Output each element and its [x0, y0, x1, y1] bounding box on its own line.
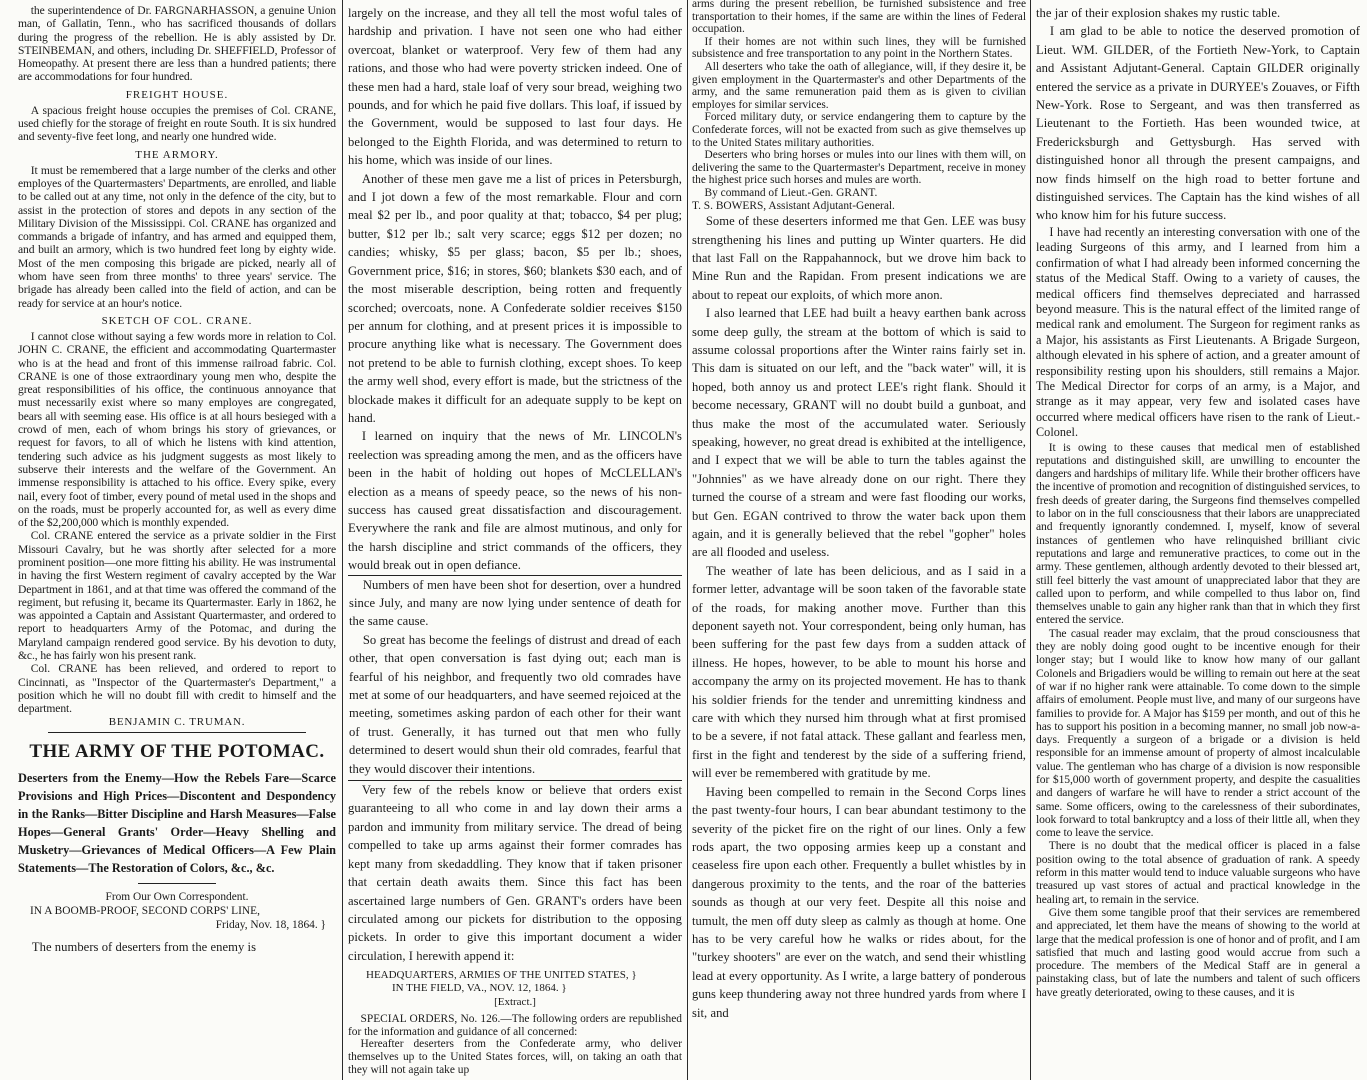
divider-2: [138, 883, 216, 884]
order-headquarters: HEADQUARTERS, ARMIES OF THE UNITED STATES, }: [366, 969, 637, 982]
col1-para-last: The numbers of deserters from the enemy is: [31, 939, 257, 954]
column-rule-1: [342, 0, 343, 1080]
col3-command: By command of Lieut.-Gen. GRANT.: [704, 186, 878, 199]
dateline-date: Friday, Nov. 18, 1864. }: [215, 918, 326, 931]
col2-para-5: So great has become the feelings of distrust and dread of each other, that open conversation is fast dying out; each man is fearful of his neighbor, and frequently two old comrades have met at some of our headquarters, and have seemed rejoiced at the meeting, sometimes asking pardon of each other for their want of trust. Generally, it has turned out that men who fully determined to desert would shun their old comrades, fearful that they would discover their intentions.: [349, 632, 681, 776]
col2-para-3: I learned on inquiry that the news of Mr. LINCOLN's reelection was spreading among the men, and as the officers have been in the habit of holding out hopes of McCLELLAN's election as a means of speedy peace, so the news of his non-success has caused great dissatisfaction and discouragement. Everywhere the rank and file are almost mutinous, and only for the harsh discipline and strict commands of the officers, they would break out in open defiance.: [348, 429, 682, 573]
column-4: [1036, 4, 1360, 1080]
column-1: [18, 4, 336, 1080]
divider: [48, 732, 306, 733]
dateline-location: IN A BOOMB-PROOF, SECOND CORPS' LINE,: [30, 904, 260, 917]
col4-para-6: There is no doubt that the medical officer is placed in a false position owing to the total absence of graduation of rank. A speedy reform in this matter would tend to induce valuable surgeons who have treasured up vast stores of actual and practical knowledge in the healing art, to remain in the service.: [1036, 839, 1360, 906]
col4-para-5: The casual reader may exclaim, that the proud consciousness that they are nobly doing good ought to be incentive enough for their longer stay; but I would like to know how many of our gallant Colonels and Brigadiers would be willing to remain out here at the seat of war if no higher rank were attainable. To come down to the simple affairs of emolument. People must live, and many of our surgeons have families to provide for. A Major has $159 per month, and out of this he has to support his position in a becoming manner, no small job now-a-days. Frequently a surgeon of a brigade or a division is held responsible for an immense amount of property of almost incalculable value. The gentleman who has charge of a division is now responsible for $15,000 worth of government property, and despite the casualities and dangers of warfare he will have to render a strict account of the same. Some officers, owing to the carelessness of their subordinates, look forward to total bankruptcy and a loss of their little all, when they come to leave the service.: [1036, 626, 1360, 840]
col3-order-4: Forced military duty, or service endangering them to capture by the Confederate forces, will not be exacted from such as give themselves up to the United States military authorities.: [692, 111, 1026, 149]
col1-para-armory: It must be remembered that a large number of the clerks and other employes of the Quartermasters' Departments, are enrolled, and liable to be called out at any time, not only in the defence of the city, but to assist in the protection of stores and depots in any section of the Military Division of the Mississippi. Col. CRANE has organized and commands a brigade of infantry, and has armed and equipped them, and built an armory, which is two hundred feet long by eighty wide. Most of the men composing this brigade are picked, nearly all of whom have seen from three months' to three years' service. The brigade has already been called into the field of action, and can be ready for service at an hour's notice.: [18, 163, 336, 310]
col3-para-1: Some of these deserters informed me that Gen. LEE was busy strengthening his lines and putting up Winter quarters. He did that last Fall on the Rappahannock, but we drove him back to Mine Run and the Rapidan. From present indications we are about to repeat our exploits, of which more anon.: [692, 214, 1026, 302]
column-2: [348, 4, 682, 1080]
col4-para-3a: I have had recently an interesting conversation with one of the leading Surgeons of this army, and I learned from him a confirmation of what I had already been informed concerning the status of the Medical Staff. Owing to a variety of causes, the medical officers find themselves depreciated and harrassed beyond measure. This is the natural effect of the limited range of medical rank and emolument. The Surgeon for regiment ranks as a Major, his assistants as First Lieutenants. A Brigade Surgeon, although elevated in his sphere of action, and a greater amount of responsibility resting upon his shoulders, still remains a Major. The Medical Director for corps of an army, is a Major, and strange as it may appear, very few and isolated cases have occurred where medical officers have risen to the rank of Lieut.-Colonel.: [1036, 224, 1360, 440]
column-3: [692, 0, 1026, 1080]
col3-order-3: All deserters who take the oath of allegiance, will, if they desire it, be given employment in the Quartermaster's and other Departments of the army, and the same remuneration paid them as is given to civilian employes for similar services.: [692, 60, 1026, 111]
col1-para-freight: A spacious freight house occupies the premises of Col. CRANE, used chiefly for the storage of freight en route South. It is six hundred and seventy-five feet long, and nearly one hundred wide.: [18, 103, 336, 144]
col3-para-2: I also learned that LEE had built a heavy earthen bank across some deep gully, the stream at the bottom of which is said to assume colossal proportions after the Winter rains fairly set in. This dam is situated on our left, and the "back water" will, it is hoped, both annoy us and protect LEE's right flank. Should it become necessary, GRANT will no doubt build a gunboat, and thus make the most of the accumulated water. Seriously speaking, however, no great dread is exhibited at the intelligence, and I expect that we will be able to turn the tables against the "Johnnies" as we have already done on our right. There they turned the course of a stream and were fast flooding our works, but Gen. EGAN contrived to throw the water back upon them again, and it is generally believed that the rebel "gopher" holes are all flooded and useless.: [692, 306, 1026, 560]
col2-para-4: Numbers of men have been shot for desertion, over a hundred since July, and many are now lying under sentence of death for the same cause.: [349, 577, 681, 629]
col3-adjutant: T. S. BOWERS, Assistant Adjutant-General.: [692, 199, 895, 212]
col2-para-1: largely on the increase, and they all tell the most woful tales of hardship and privation. I have not seen one who had either overcoat, blanket or waterproof. Very few of them had any rations, and those who had were poverty stricken indeed. One of these men had a hard, stale loaf of very sour bread, weighing two pounds, and for which he paid five dollars. This loaf, if issued by the Government, would be supposed to last four days. He belonged to the Eighth Florida, and was determined to return to his home, which was inside of our lines.: [348, 6, 682, 168]
col1-para-sketch-2: Col. CRANE entered the service as a private soldier in the First Missouri Cavalry, but he was shortly after selected for a more prominent position—one more fitting his ability. He was instrumental in having the first Western regiment of cavalry accepted by the War Department in 1861, and at that time was offered the command of the regiment, but refusing it, became its Quartermaster. Early in 1862, he was appointed a Captain and Assistant Quartermaster, and ordered to report to headquarters Army of the Potomac, and during the Maryland campaign rendered good service. By his devotion to duty, &c., he has fairly won his present rank.: [18, 529, 336, 663]
column-rule-2: [687, 0, 688, 1080]
boxed-section: [348, 575, 682, 781]
subhead-freight-house: FREIGHT HOUSE.: [125, 88, 229, 101]
col3-order-5: Deserters who bring horses or mules into our lines with them will, on delivering the same to the Quartermaster's Department, receive in money the highest price such horses and mules are worth.: [692, 149, 1026, 187]
col1-para-sketch-1: I cannot close without saying a few words more in relation to Col. JOHN C. CRANE, the efficient and accommodating Quartermaster who is at the head and front of this immense railroad fabric. Col. CRANE is one of those extraordinary young men who, despite the great responsibilities of his office, the continuous annoyance that must necessarily exist where so many employes are congregated, bears all with seeming ease. His office is at all hours besieged with a crowd of men, each of whom brings his story of grievances, or request for favors, to all of which he listens with kind attention, tendering such advice as his judgment suggests as most likely to subserve their interests and the welfare of the Government. An immense responsibility is attached to his office. Every spike, every nail, every foot of timber, every pound of metal used in the shops and on the roads, must be properly accounted for, as well as every dime of the $2,200,000 which is monthly expended.: [18, 329, 336, 530]
dateline: [18, 890, 336, 932]
signature: BENJAMIN C. TRUMAN.: [108, 715, 246, 728]
col1-para-1: the superintendence of Dr. FARGNARHASSON, a genuine Union man, of Gallatin, Tenn., who has sacrificed thousands of dollars during the progress of the rebellion. He is ably assisted by Dr. STEINBEMAN, and others, including Dr. SHEFFIELD, Professor of Homeopathy. At present there are less than a hundred patients; there are accommodations for four hundred.: [18, 4, 336, 84]
col3-order-1: arms during the present rebellion, be furnished subsistence and free transportation to their homes, if the same are within the lines of Federal occupation.: [692, 0, 1026, 36]
col4-para-7: Give them some tangible proof that their services are remembered and appreciated, let them have the means of showing to the world at large that the medical profession is one of honor and of profit, and I am satisfied that much and lasting good would accrue from such a procedure. The members of the Medical Staff are in general a painstaking class, but of late the numbers and talent of such officers have greatly deteriorated, owing to these causes, and it is: [1036, 905, 1360, 999]
col2-para-2: Another of these men gave me a list of prices in Petersburgh, and I jot down a few of the most remarkable. Flour and corn meal $2 per lb., and poor quality at that; tobacco, $4 per plug; butter, $12 per lb.; salt very scarce; eggs $12 per dozen; no candies; whisky, $5 per glass; bacon, $5 per lb.; shoes, Government price, $16; in stores, $60; blankets $30 each, and of the most miserable description, being rotten and frequently scorched; overcoats, none. A Confederate soldier receives $150 per annum for clothing, and at present prices it is impossible to procure anything like what is necessary. The Government does not pretend to be able to furnish clothing, except shoes. To keep the army well shod, every effort is made, but the strictness of the blockade makes it difficult for an adequate supply to be kept on hand.: [348, 171, 682, 425]
col3-order-2: If their homes are not within such lines, they will be furnished subsistence and free transportation to any point in the Northern States.: [692, 35, 1026, 61]
article-headline: THE ARMY OF THE POTOMAC.: [29, 740, 325, 762]
order-para-1: SPECIAL ORDERS, No. 126.—The following orders are republished for the information and guidance of all concerned:: [348, 1013, 682, 1038]
dateline-correspondent: From Our Own Correspondent.: [105, 890, 249, 903]
col4-para-1: the jar of their explosion shakes my rustic table.: [1036, 6, 1281, 20]
column-rule-3: [1030, 0, 1031, 1080]
col4-para-2: I am glad to be able to notice the deserved promotion of Lieut. WM. GILDER, of the Fortieth New-York, to Captain and Assistant Adjutant-General. Captain GILDER originally entered the service as a private in DURYEE's Zouaves, or Fifth New-York. Rose to Sergeant, and was then transferred as Lieutenant to the Fortieth. Has been wounded twice, at Fredericksburgh and Gettysburgh. Has served with distinguished honor all through the present campaigns, and now finds himself on the high road to better fortune and distinguished services. The Captain has the kind wishes of all who know him for his future success.: [1036, 24, 1360, 223]
col1-para-sketch-3: Col. CRANE has been relieved, and ordered to report to Cincinnati, as "Inspector of the Quartermaster's Department," a position which he will no doubt fill with credit to himself and the department.: [18, 662, 336, 716]
col4-para-4: It is owing to these causes that medical men of established reputations and distinguished skill, are unwilling to encounter the dangers and hardships of military life. While their brother officers have the incentive of promotion and recognition of distinguished services, to fresh deeds of greater daring, the Surgeons find themselves compelled to labor on in the full consciousness that their labors are unappreciated and frequently ignorantly condemned. I, myself, know of several instances of gentlemen who have relinquished brilliant civic reputations and large and remunerative practices, to come out in the army. These gentlemen, although ardently devoted to their blessed art, still feel bitterly the vast amount of unappreciated labor that they are called upon to perform, and while compelled to thus labor on, find themselves unable to gain any higher rank than that in which they first entered the service.: [1036, 440, 1360, 627]
col3-para-3: The weather of late has been delicious, and as I said in a former letter, advantage will be soon taken of the favorable state of the roads, for making another move. Further than this deponent sayeth not. Your correspondent, being only human, has been suffering for the past few days from a sudden attack of illness. He hopes, however, to be able to mount his horse and accompany the army on its projected movement. He has to thank his soldier friends for the tender and unremitting kindness and care with which they nursed him through what at first promised to be a severe, if not fatal attack. These gallant and fearless men, first in the fight and tenderest by the side of a suffering friend, will ever be remembered with gratitude by me.: [692, 563, 1026, 781]
order-location: IN THE FIELD, VA., NOV. 12, 1864. }: [392, 982, 567, 995]
order-para-2: Hereafter deserters from the Confederate army, who deliver themselves up to the United States forces, will, on taking an oath that they will not again take up: [348, 1038, 682, 1076]
col3-para-4: Having been compelled to remain in the Second Corps lines the past twenty-four hours, I can bear abundant testimony to the severity of the picket fire on the right of our lines. Only a few rods apart, the two opposing armies keep up a constant and ceaseless fire upon each other. Frequently a bullet whistles by in dangerous proximity to the tents, and the roar of the batteries sounds as though at our very feet. Despite all this noise and tumult, the men off duty sleep as calmly as though at home. One has to be very careful how he walks or rides about, for the "turkey shooters" are ever on the watch, and send their whistling lead at every opportunity. As I write, a large battery of ponderous guns keep thundering away not three hundred yards from where I sit, and: [692, 784, 1026, 1020]
subhead-armory: THE ARMORY.: [135, 148, 219, 161]
col2-para-6: Very few of the rebels know or believe that orders exist guaranteeing to all who come in and lay down their arms a pardon and immunity from military service. The dread of being compelled to take up arms against their former comrades has kept many from skedaddling. They know that if taken prisoner that certain death awaits them. Since this fact has been ascertained large numbers of Gen. GRANT's orders have been circulated among our pickets for distribution to the opposing pickets. In order to give this important document a wider circulation, I herewith append it:: [348, 783, 682, 963]
article-decks: Deserters from the Enemy—How the Rebels Fare—Scarce Provisions and High Prices—Discontent and Despondency in the Ranks—Bitter Discipline and Harsh Measures—False Hopes—General Grants' Order—Heavy Shelling and Musketry—Grievances of Medical Officers—A Few Plain Statements—The Restoration of Colors, &c., &c.: [18, 770, 336, 875]
order-extract: [Extract.]: [494, 996, 536, 1009]
subhead-sketch: SKETCH OF COL. CRANE.: [101, 314, 253, 327]
